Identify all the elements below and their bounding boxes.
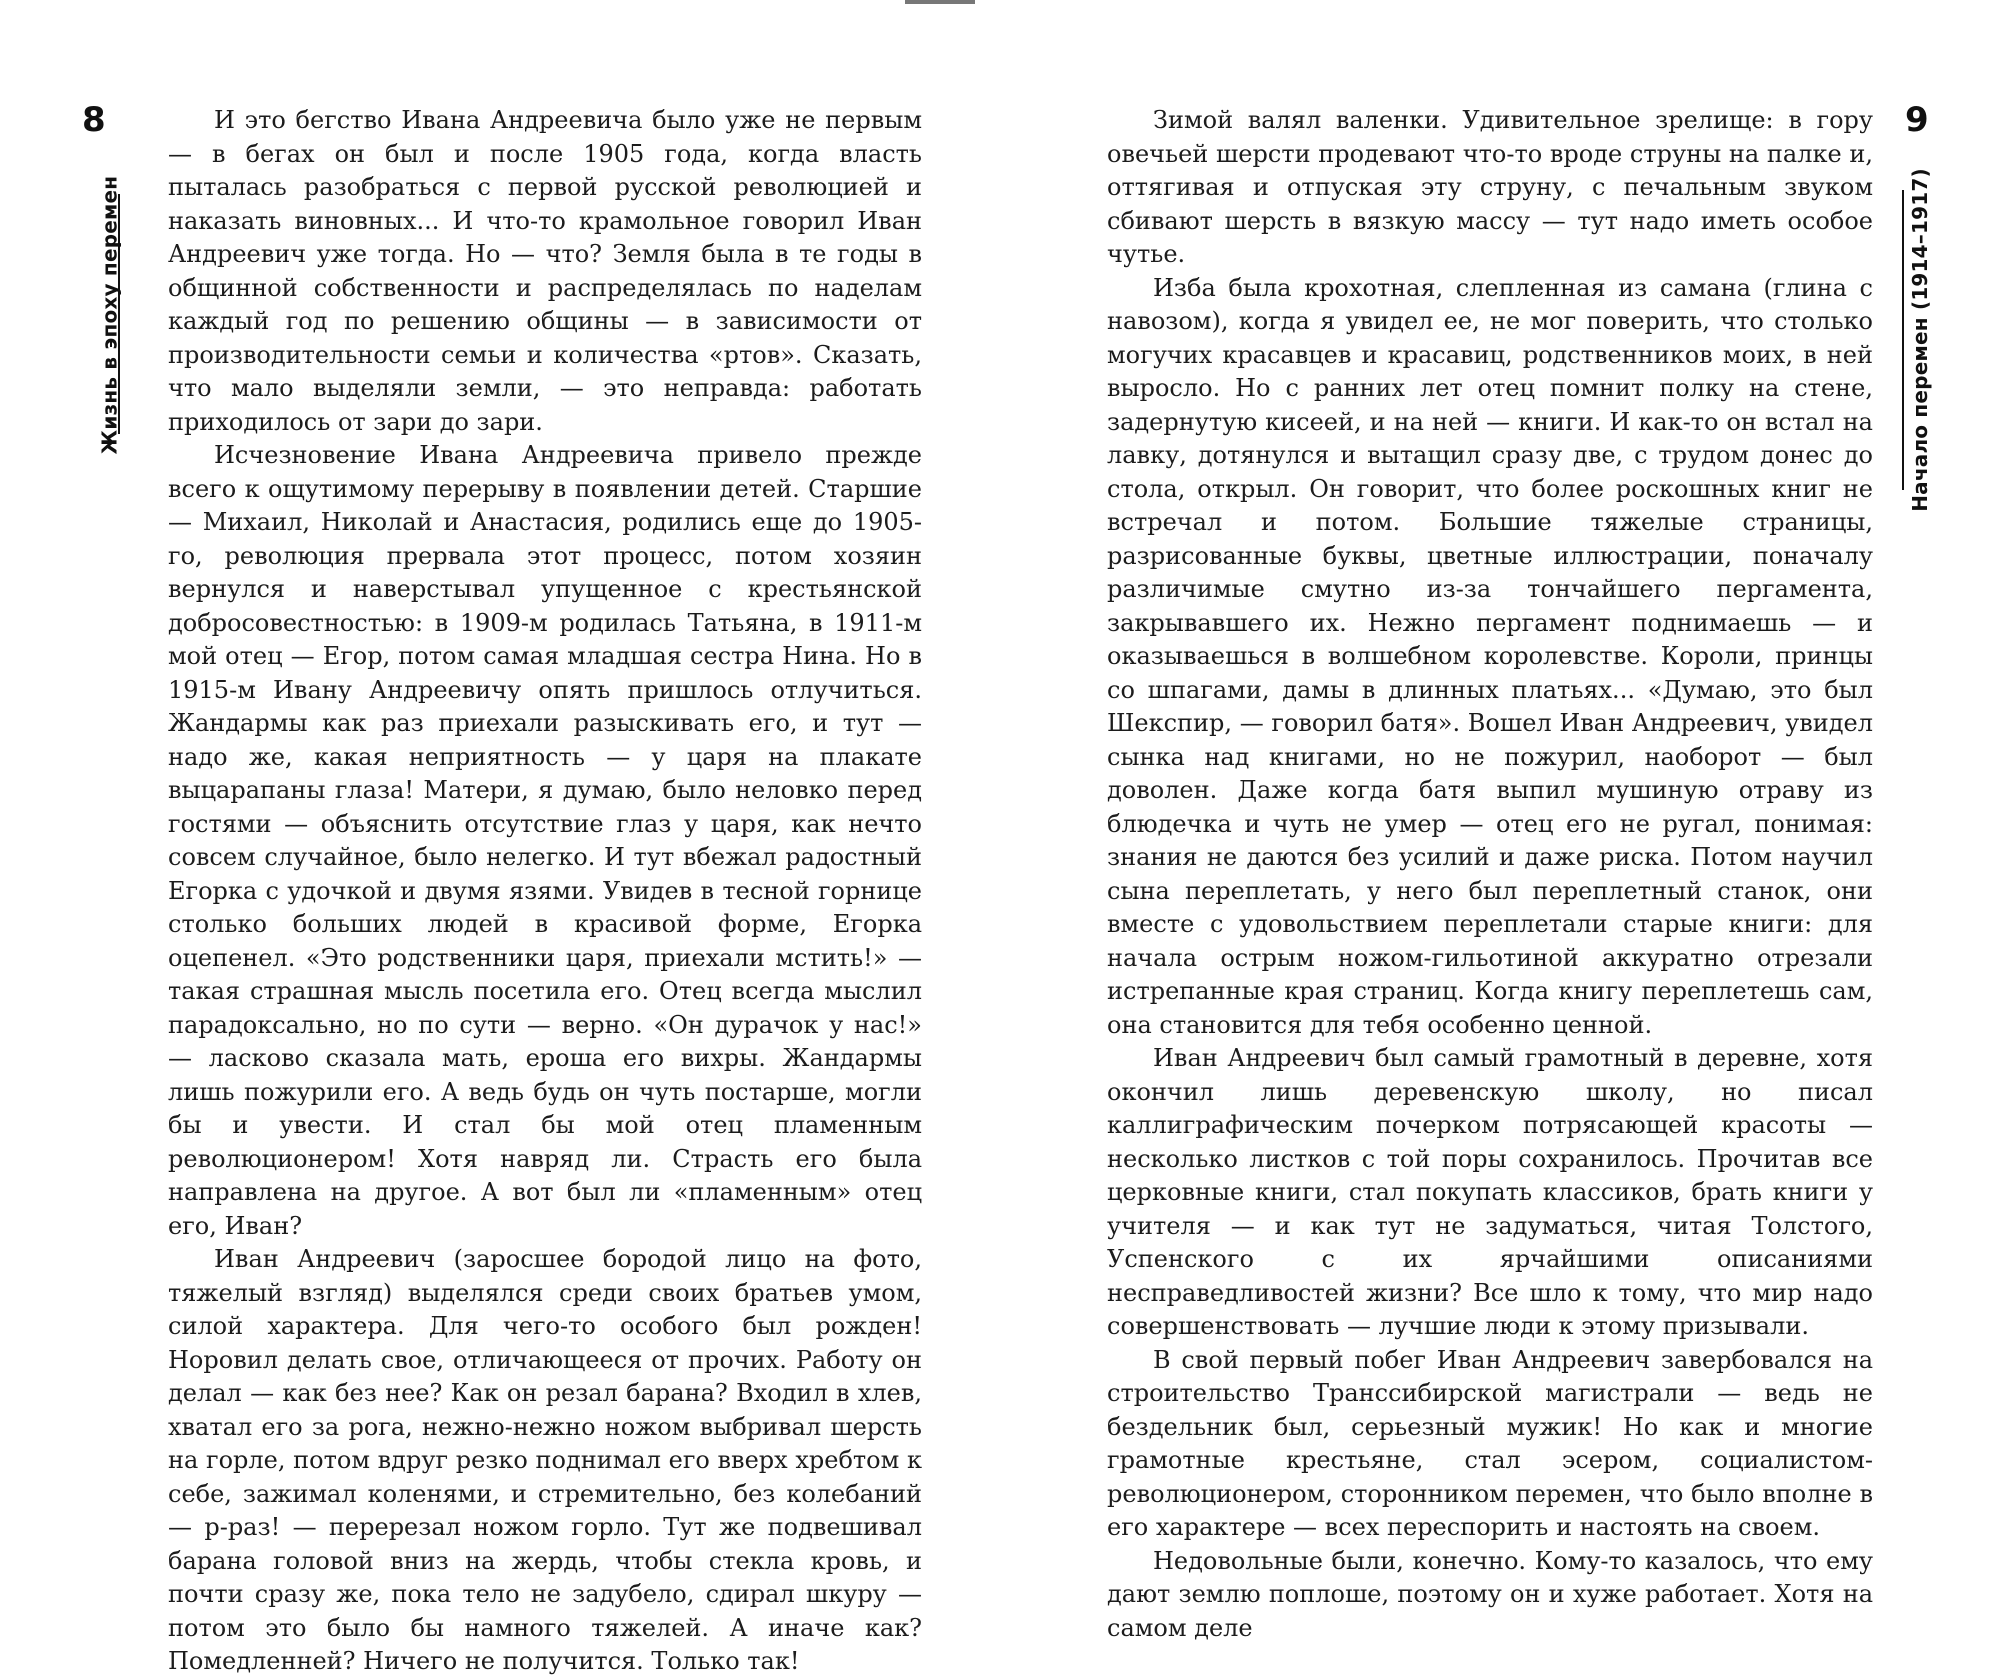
right-running-head-rule: [1902, 190, 1904, 490]
binding-mark: [905, 0, 975, 4]
right-paragraph-3: Иван Андреевич был самый грамотный в деревне, хотя окончил лишь деревенскую школу, но писал каллиграфическим почерком потрясающей красоты — несколько листков с той поры сохранилось. Прочитав все церковные книги, стал покупать классиков, брать книги у учителя — и как тут не задуматься, читая Толстого, Успенского с их ярчайшими описаниями несправедливостей жизни? Все шло к тому, что мир надо совершенствовать — лучшие люди к этому призывали.: [1107, 1044, 1873, 1340]
left-paragraph-3: Иван Андреевич (заросшее бородой лицо на фото, тяжелый взгляд) выделялся среди своих братьев умом, силой характера. Для чего-то особого был рожден! Норовил делать свое, отличающееся от прочих. Работу он делал — как без нее? Как он резал барана? Входил в хлев, хватал его за рога, нежно-нежно ножом выбривал шерсть на горле, потом вдруг резко поднимал его вверх хребтом к себе, зажимал коленями, и стремительно, без колебаний — р-раз! — перерезал ножом горло. Тут же подвешивал барана головой вниз на жердь, чтобы стекла кровь, и почти сразу же, пока тело не задубело, сдирал шкуру — потом это было бы намного тяжелей. А иначе как? Помедленней? Ничего не получится. Только так!: [168, 1245, 922, 1675]
left-paragraph-1: И это бегство Ивана Андреевича было уже не первым — в бегах он был и после 1905 года, когда власть пыталась разобраться с первой русской революцией и наказать виновных... И что-то крамольное говорил Иван Андреевич уже тогда. Но — что? Земля была в те годы в общинной собственности и распределялась по наделам каждый год по решению общины — в зависимости от производительности семьи и количества «ртов». Сказать, что мало выделяли земли, — это неправда: работать приходилось от зари до зари.: [168, 106, 922, 436]
right-paragraph-1: Зимой валял валенки. Удивительное зрелище: в гору овечьей шерсти продевают что-то вроде струны на палке и, оттягивая и отпуская эту струну, с печальным звуком сбивают шерсть в вязкую массу — тут надо иметь особое чутье.: [1107, 106, 1873, 268]
right-paragraph-4: В свой первый побег Иван Андреевич завербовался на строительство Транссибирской магистрали — ведь не бездельник был, серьезный мужик! Но как и многие грамотные крестьяне, стал эсером, социалистом-революционером, сторонником перемен, что было вполне в его характере — всех переспорить и настоять на своем.: [1107, 1345, 1873, 1541]
left-paragraph-2: Исчезновение Ивана Андреевича привело прежде всего к ощутимому перерыву в появлении детей. Старшие — Михаил, Николай и Анастасия, родились еще до 1905-го, революция прервала этот процесс, потом хозяин вернулся и наверстывал упущенное с крестьянской добросовестностью: в 1909-м родилась Татьяна, в 1911-м мой отец — Егор, потом самая младшая сестра Нина. Но в 1915-м Ивану Андреевичу опять пришлось отлучиться. Жандармы как раз приехали разыскивать его, и тут — надо же, какая неприятность — у царя на плакате выцарапаны глаза! Матери, я думаю, было неловко перед гостями — объяснить отсутствие глаз у царя, как нечто совсем случайное, было нелегко. И тут вбежал радостный Егорка с удочкой и двумя язями. Увидев в тесной горнице столько больших людей в красивой форме, Егорка оцепенел. «Это родственники царя, приехали мстить!» — такая страшная мысль посетила его. Отец всегда мыслил парадоксально, но по сути — верно. «Он дурачок у нас!» — ласково сказала мать, ероша его вихры. Жандармы лишь пожурили его. А ведь будь он чуть постарше, могли бы и увести. И стал бы мой отец пламенным революционером! Хотя навряд ли. Страсть его была направлена на другое. А вот был ли «пламенным» отец его, Иван?: [168, 441, 922, 1240]
right-running-head-text: Начало перемен (1914–1917): [1908, 168, 1932, 512]
left-page-text: [168, 104, 922, 1679]
left-page-number: 8: [82, 100, 106, 140]
right-page-text: [1107, 104, 1873, 1645]
right-paragraph-2: Изба была крохотная, слепленная из самана (глина с навозом), когда я увидел ее, не мог поверить, что столько могучих красавцев и красавиц, родственников моих, в ней выросло. Но с ранних лет отец помнит полку на стене, задернутую кисеей, и на ней — книги. И как-то он встал на лавку, дотянулся и вытащил сразу две, с трудом донес до стола, открыл. Он говорит, что более роскошных книг не встречал и потом. Большие тяжелые страницы, разрисованные буквы, цветные иллюстрации, поначалу различимые смутно из-за тончайшего пергамента, закрывавшего их. Нежно пергамент поднимаешь — и оказываешься в волшебном королевстве. Короли, принцы со шпагами, дамы в длинных платьях... «Думаю, это был Шекспир, — говорил батя». Вошел Иван Андреевич, увидел сынка над книгами, но не пожурил, наоборот — был доволен. Даже когда батя выпил мушиную отраву из блюдечка и чуть не умер — отец его не ругал, понимая: знания не даются без усилий и даже риска. Потом научил сына переплетать, у него был переплетный станок, они вместе с удовольствием переплетали старые книги: для начала острым ножом-гильотиной аккуратно отрезали истрепанные края страниц. Когда книгу переплетешь сам, она становится для тебя особенно ценной.: [1107, 273, 1873, 1039]
right-running-head: [1906, 168, 1934, 512]
left-running-head-text: Жизнь в эпоху перемен: [97, 175, 121, 454]
right-paragraph-5: Недовольные были, конечно. Кому-то казалось, что ему дают землю поплоше, поэтому он и хуже работает. Хотя на самом деле: [1107, 1546, 1873, 1642]
right-page-number: 9: [1905, 100, 1929, 140]
left-running-head: [95, 175, 123, 454]
